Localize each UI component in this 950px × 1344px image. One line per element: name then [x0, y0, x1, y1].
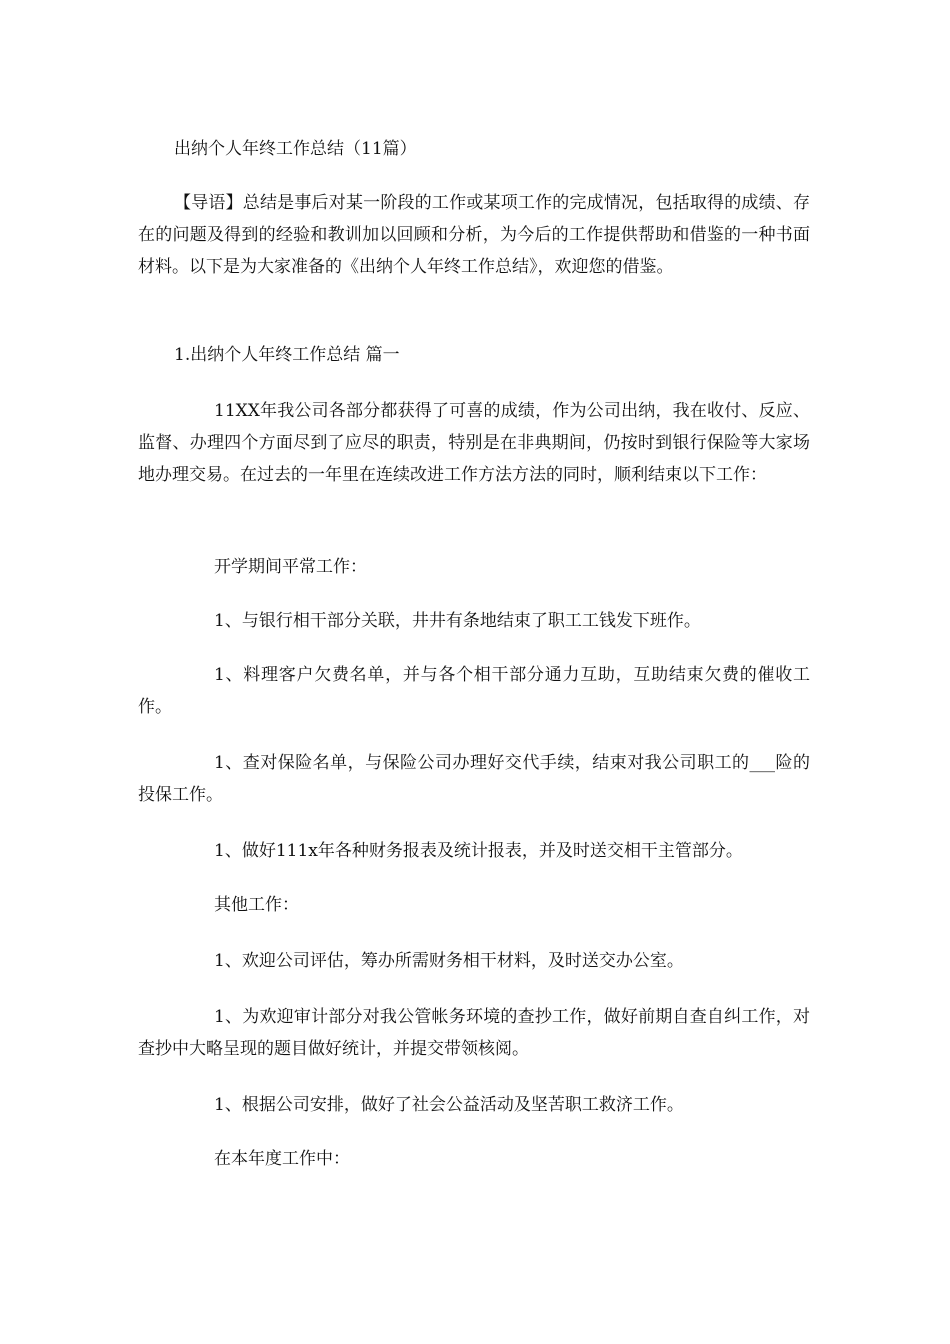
intro-paragraph: 【导语】总结是事后对某一阶段的工作或某项工作的完成情况，包括取得的成绩、存在的问题及得到的经验和教训加以回顾和分析，为今后的工作提供帮助和借鉴的一种书面材料。以下是为大家准备的《出纳个人年终工作总结》，欢迎您的借鉴。 [138, 193, 810, 277]
body-paragraph: 1、与银行相干部分关联，井井有条地结束了职工工钱发下班作。 [214, 611, 701, 631]
body-paragraph: 11XX年我公司各部分都获得了可喜的成绩，作为公司出纳，我在收付、反应、监督、办理四个方面尽到了应尽的职责，特别是在非典期间，仍按时到银行保险等大家场地办理交易。在过去的一年里在连续改进工作方法方法的同时，顺利结束以下工作： [138, 401, 810, 485]
body-paragraph: 在本年度工作中： [214, 1149, 350, 1169]
section-heading: 1.出纳个人年终工作总结 篇一 [174, 345, 400, 365]
body-paragraph: 1、根据公司安排，做好了社会公益活动及坚苦职工救济工作。 [214, 1095, 684, 1115]
body-paragraph: 1、做好111x年各种财务报表及统计报表，并及时送交相干主管部分。 [214, 841, 743, 861]
body-paragraph: 1、料理客户欠费名单，并与各个相干部分通力互助，互助结束欠费的催收工作。 [138, 665, 810, 717]
body-paragraph: 其他工作： [214, 895, 299, 915]
body-paragraph: 开学期间平常工作： [214, 557, 367, 577]
document-title: 出纳个人年终工作总结（11篇） [174, 139, 417, 159]
body-paragraph: 1、查对保险名单，与保险公司办理好交代手续，结束对我公司职工的___险的投保工作。 [138, 753, 810, 805]
body-paragraph: 1、为欢迎审计部分对我公管帐务环境的查抄工作，做好前期自查自纠工作，对查抄中大略呈现的题目做好统计，并提交带领核阅。 [138, 1007, 810, 1059]
body-paragraph: 1、欢迎公司评估，筹办所需财务相干材料，及时送交办公室。 [214, 951, 684, 971]
